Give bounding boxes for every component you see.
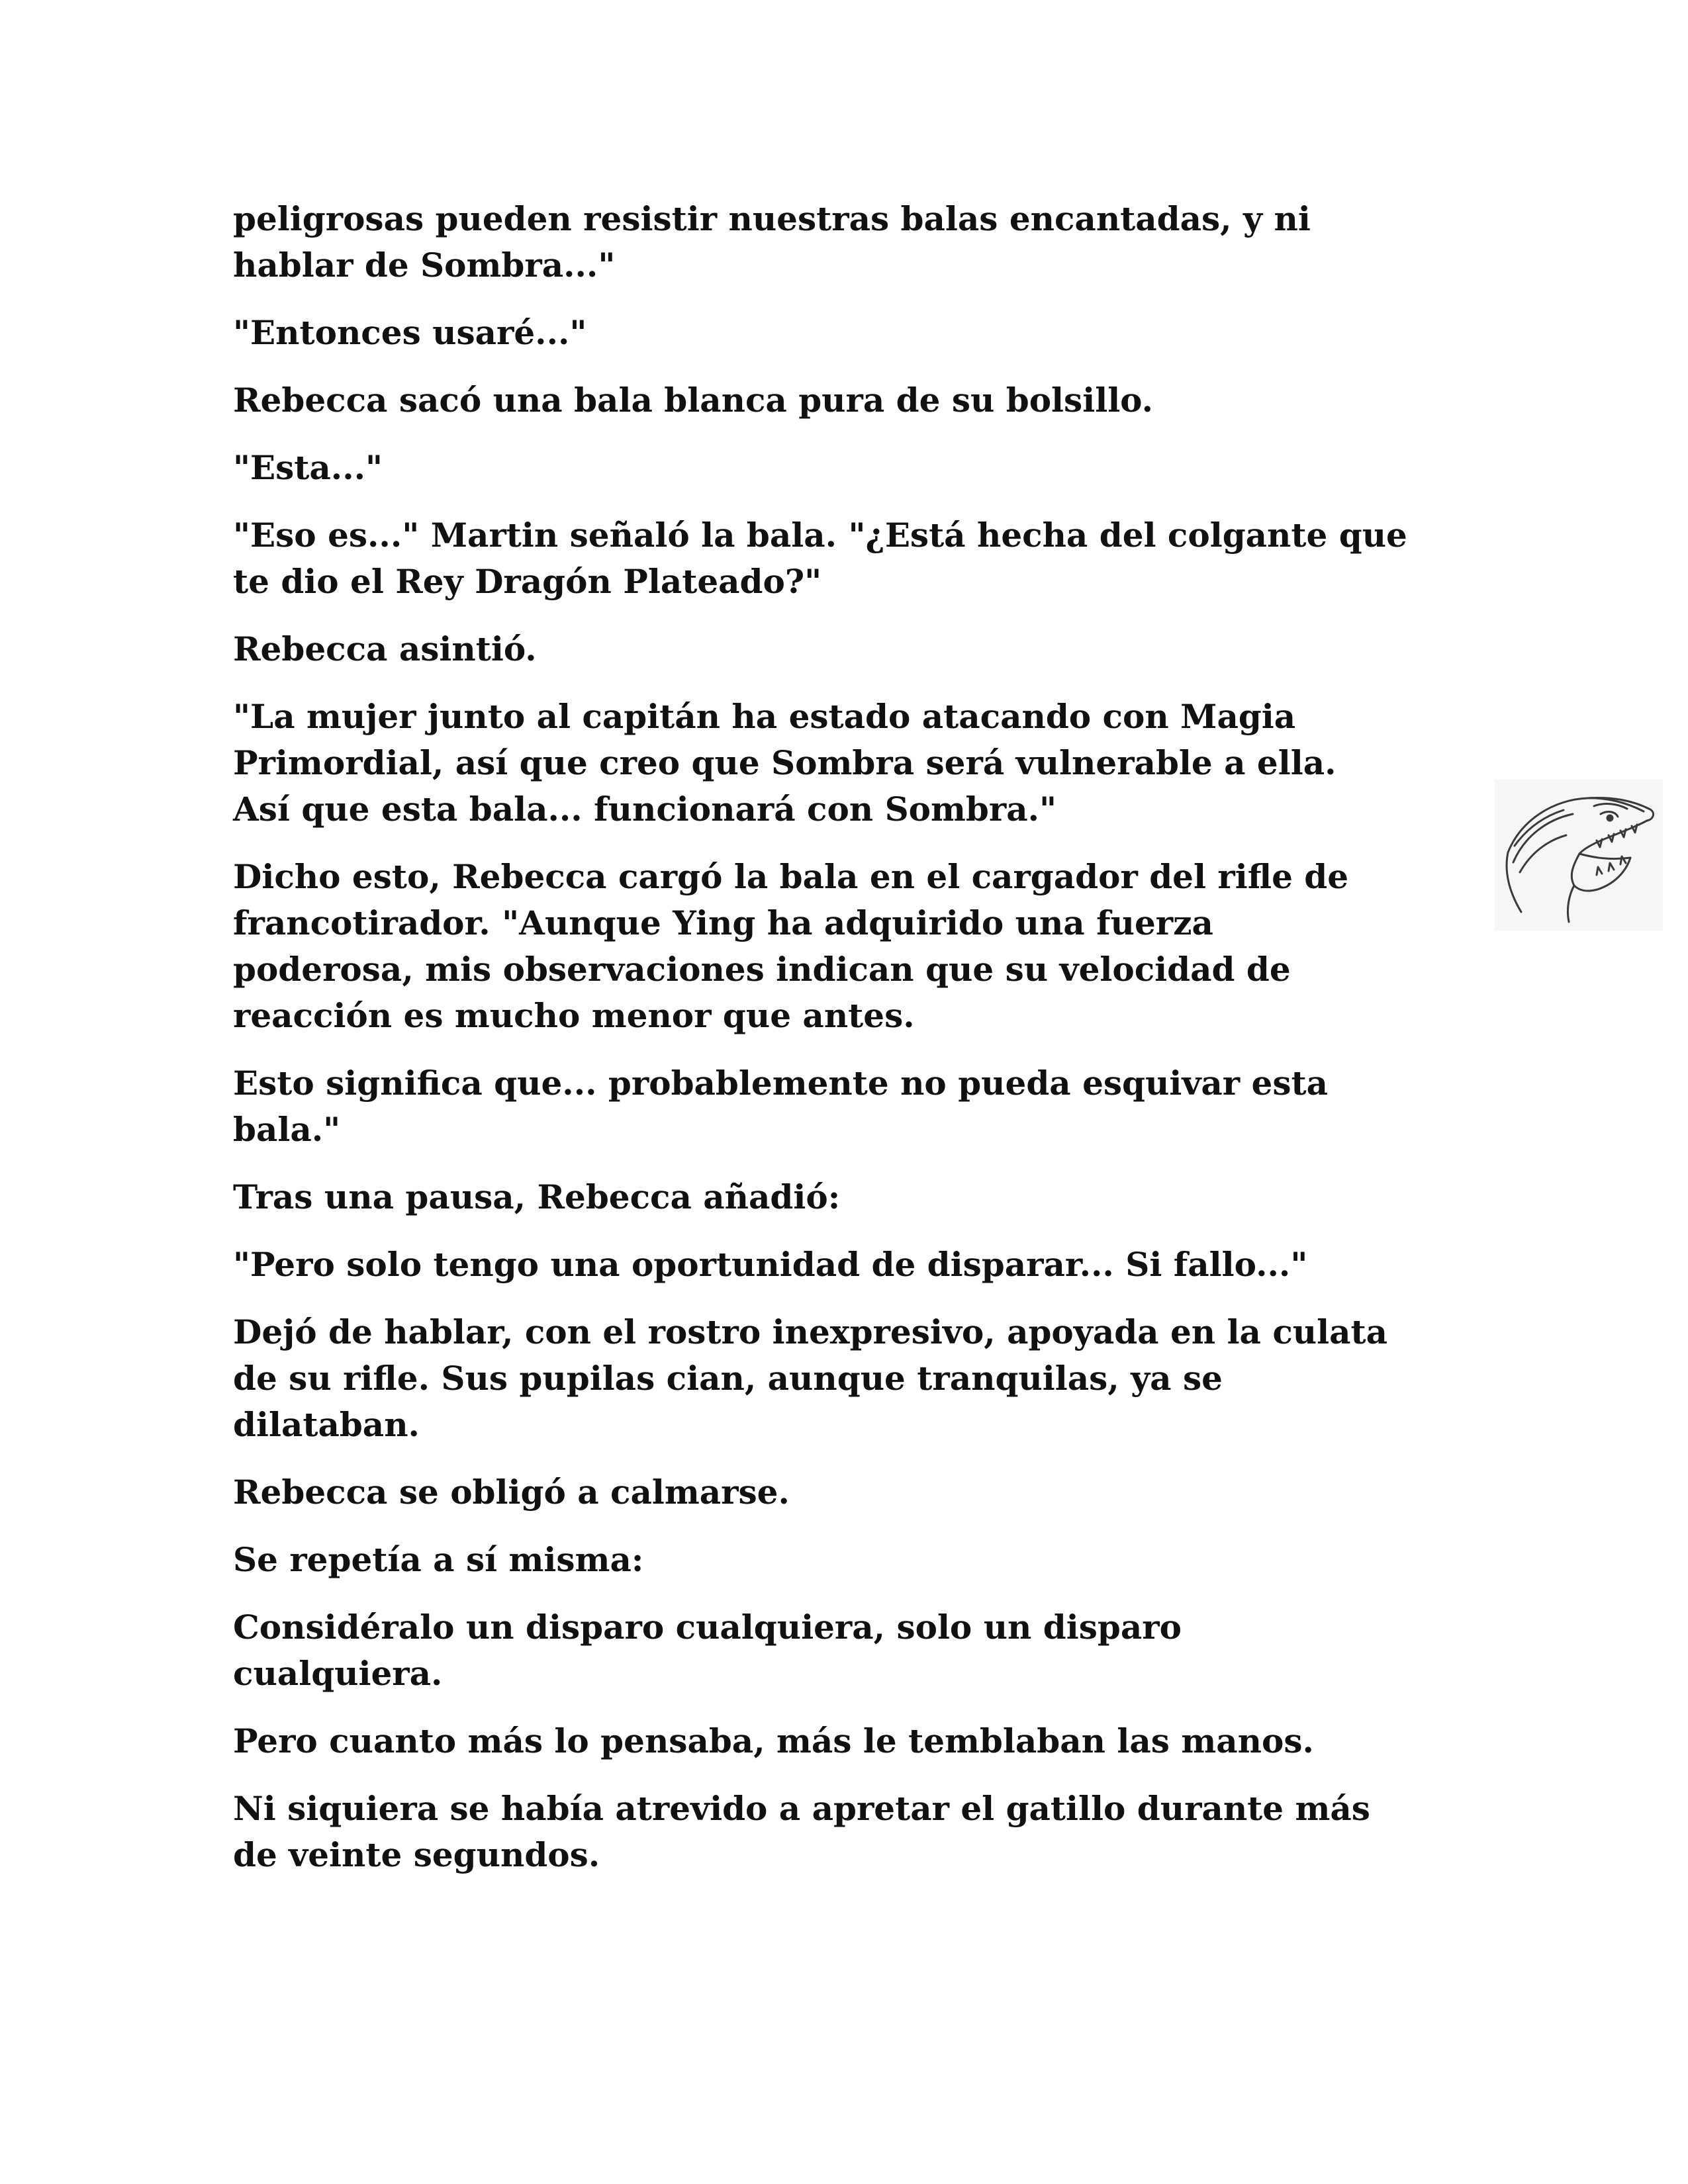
paragraph: "Eso es..." Martin señaló la bala. "¿Está hecha del colgante que te dio el Rey Dragón Plateado?" (233, 516, 1407, 601)
paragraph: Esto significa que... probablemente no pueda esquivar esta bala." (233, 1064, 1329, 1149)
paragraph: Pero cuanto más lo pensaba, más le temblaban las manos. (233, 1721, 1314, 1760)
paragraph: Rebecca sacó una bala blanca pura de su bolsillo. (233, 381, 1154, 420)
body-text (233, 196, 1477, 1899)
paragraph: "Pero solo tengo una oportunidad de disparar... Si fallo..." (233, 1245, 1308, 1284)
paragraph: Tras una pausa, Rebecca añadió: (233, 1177, 841, 1216)
paragraph: "Entonces usaré..." (233, 313, 587, 352)
paragraph: "Esta..." (233, 448, 383, 487)
paragraph: "La mujer junto al capitán ha estado atacando con Magia Primordial, así que creo que Sombra será vulnerable a ella. Así que esta bala... funcionará con Sombra." (233, 697, 1336, 829)
paragraph: Dejó de hablar, con el rostro inexpresivo, apoyada en la culata de su rifle. Sus pupilas cian, aunque tranquilas, ya se dilataban. (233, 1312, 1388, 1444)
paragraph: Dicho esto, Rebecca cargó la bala en el cargador del rifle de francotirador. "Aunque Ying ha adquirido una fuerza poderosa, mis observaciones indican que su velocidad de reacción es mucho menor que antes. (233, 857, 1349, 1035)
paragraph: Rebecca se obligó a calmarse. (233, 1473, 790, 1512)
paragraph: Rebecca asintió. (233, 629, 537, 668)
paragraph: Se repetía a sí misma: (233, 1540, 644, 1579)
paragraph: peligrosas pueden resistir nuestras balas encantadas, y ni hablar de Sombra..." (233, 199, 1311, 285)
paragraph: Considéralo un disparo cualquiera, solo un disparo cualquiera. (233, 1608, 1182, 1693)
dinosaur-head-icon (1495, 780, 1663, 931)
paragraph: Ni siquiera se había atrevido a apretar el gatillo durante más de veinte segundos. (233, 1789, 1370, 1874)
